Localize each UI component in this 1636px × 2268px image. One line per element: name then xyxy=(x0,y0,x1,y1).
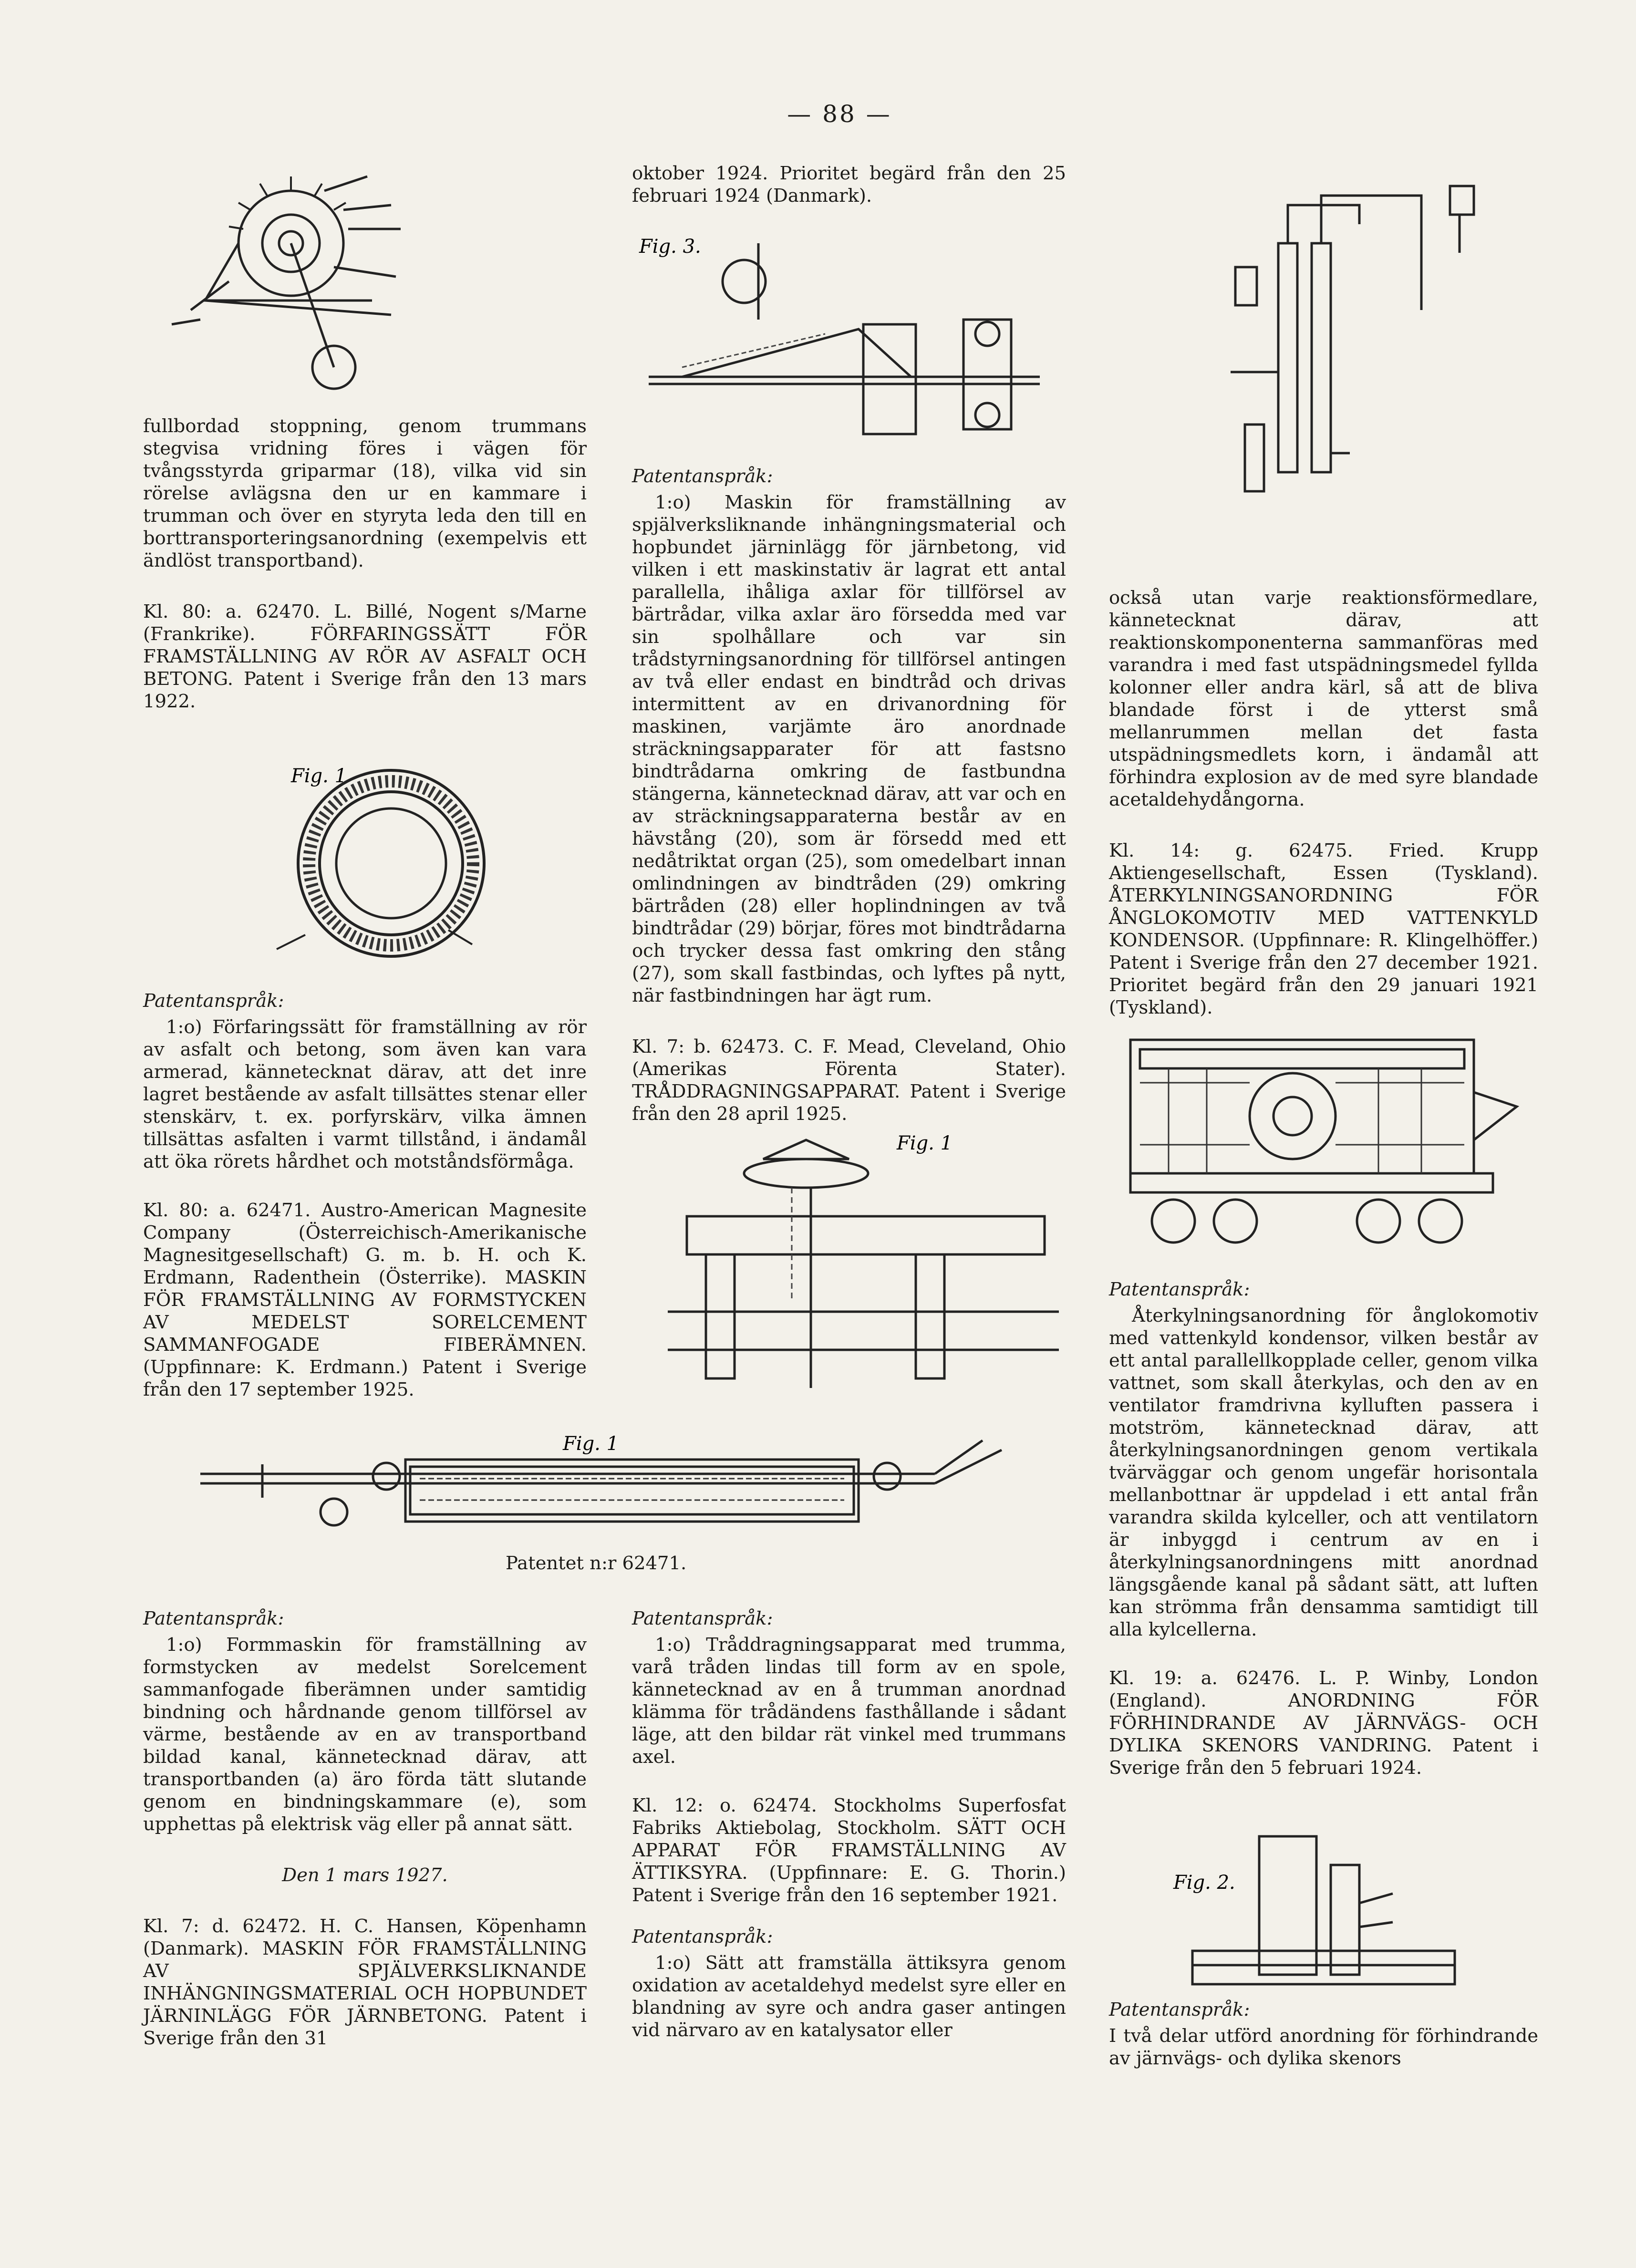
entry-62470-head: Kl. 80: a. 62470. L. Billé, Nogent s/Marne (Frankrike). FÖRFARINGSSÄTT FÖR FRAMSTÄLLNING AV RÖR AV ASFALT OCH BETONG. Patent i Sverige från den 13 mars 1922. xyxy=(143,601,587,712)
column-2b xyxy=(632,446,1066,1135)
locomotive-tender-figure xyxy=(1111,1021,1541,1259)
fig2-label: Fig. 2. xyxy=(1173,1872,1235,1894)
pipe-cross-section-figure xyxy=(248,754,515,963)
patent-claim-label-6: Patentanspråk: xyxy=(1109,1279,1250,1300)
patent-claim-label-7: Patentanspråk: xyxy=(1109,1999,1250,2020)
patent-claim-label-3: Patentanspråk: xyxy=(632,466,773,487)
entry-62472-claim: 1:o) Maskin för framställning av spjälverksliknande inhängningsmaterial och hopbundet järninlägg för järnbetong, vid vilken i ett maskinstativ är lagrat ett antal parallella, ihåliga axlar för tillförsel av bärtrådar, vilka axlar äro försedda med var sin spolhållare och var sin trådstyrningsanordning för tillförsel antingen av två eller endast en bindtråd och drivas intermittent av en drivanordning för maskinen, varjämte äro anordnade sträckningsapparater för att fastsno bindtrådarna omkring de fastbundna stängerna, kännetecknad därav, att var och en av sträckningsapparaterna består av en hävstång (20), som är försedd med ett nedåtriktat organ (25), som omedelbart innan omlindningen av bindtråden (29) omkring bärtråden (28) eller hoplindningen av två bindtrådar (29) börjar, föres mot bindtrådarna och trycker dessa fast omkring den stång (27), som skall fastbindas, och lyftes på nytt, när fastbindningen har ägt rum. xyxy=(632,492,1066,1006)
column-apparatus-figure xyxy=(1192,157,1502,577)
fig1b-label: Fig. 1 xyxy=(897,1132,953,1154)
entry-62474-head: Kl. 12: o. 62474. Stockholms Superfosfat Fabriks Aktiebolag, Stockholm. SÄTT OCH APPARAT FÖR FRAMSTÄLLNING AV ÄTTIKSYRA. (Uppfinnare: E. G. Thorin.) Patent i Sverige från den 16 september 1921. xyxy=(632,1795,1066,1906)
fig3-label: Fig. 3. xyxy=(639,236,701,258)
fig1-label: Fig. 1 xyxy=(291,765,347,787)
patent-claim-label-2: Patentanspråk: xyxy=(143,1608,284,1629)
entry-62476-claim: I två delar utförd anordning för förhindrande av järnvägs- och dylika skenors xyxy=(1109,2025,1538,2069)
entry-62474-cont: också utan varje reaktionsförmedlare, kännetecknat därav, att reaktionskomponenterna sammanföras med varandra i med fast utspädningsmedel fyllda kolonner eller andra kärl, så att de bliva blandade först i de ytterst små mellanrummen mellan det fasta utspädningsmedlets korn, i ändamål att förhindra explosion av de med syre blandade acetaldehydångorna. xyxy=(1109,587,1538,810)
patent-claim-label-5: Patentanspråk: xyxy=(632,1926,773,1947)
wire-drawing-figure xyxy=(649,1111,1068,1398)
date-line: Den 1 mars 1927. xyxy=(282,1864,448,1886)
column-2c xyxy=(632,1588,1066,2051)
column-3b xyxy=(1109,1259,1538,1789)
binding-machine-figure xyxy=(634,224,1064,448)
wide-fig-label: Fig. 1 xyxy=(563,1433,619,1455)
entry-62474-claim: 1:o) Sätt att framställa ättiksyra genom oxidation av acetaldehyd medelst syre eller en blandning av syre och andra gaser antingen vid närvaro av en katalysator eller xyxy=(632,1952,1066,2041)
entry-62470-claim: 1:o) Förfaringssätt för framställning av rör av asfalt och betong, som även kan vara armerad, kännetecknat därav, att det inre lagret bestående av asfalt tillsättes stenar eller stenskärv, t. ex. porfyrskärv, vilka ämnen tillsättas asfalten i varmt tillstånd, i ändamål att öka rörets hårdhet och motståndsförmåga. xyxy=(143,1016,587,1172)
entry-62471-claim: 1:o) Formmaskin för framställning av formstycken av medelst Sorelcement sammanfogade fiberämnen under samtidig bindning och hårdnande genom tillförsel av värme, bestående av en av transportband bildad kanal, kännetecknad därav, att transportbanden (a) äro förda tätt slutande genom en bindningskammare (e), som upphettas på elektrisk väg eller på annat sätt. xyxy=(143,1634,587,1835)
page-number: — 88 — xyxy=(787,100,892,128)
entry-62473-claim: 1:o) Tråddragningsapparat med trumma, varå tråden lindas till form av en spole, kännetecknad av en å trumman anordnad klämma för trådändens fasthållande i sådant läge, att den bildar rät vinkel med trummans axel. xyxy=(632,1634,1066,1768)
entry-62476-head: Kl. 19: a. 62476. L. P. Winby, London (England). ANORDNING FÖR FÖRHINDRANDE AV JÄRNVÄGS- OCH DYLIKA SKENORS VANDRING. Patent i Sverige från den 5 februari 1924. xyxy=(1109,1667,1538,1779)
patent-claim-label: Patentanspråk: xyxy=(143,990,284,1012)
column-2 xyxy=(632,162,1066,217)
gear-mechanism-figure xyxy=(143,157,453,410)
column-3c xyxy=(1109,1979,1538,2079)
column-1c xyxy=(143,1588,587,2059)
entry-62472-cont: oktober 1924. Prioritet begärd från den 25 februari 1924 (Danmark). xyxy=(632,163,1066,207)
entry-62471-head: Kl. 80: a. 62471. Austro-American Magnesite Company (Österreichisch-Amerikanische Magnesitgesellschaft) G. m. b. H. och K. Erdmann, Radenthein (Österrike). MASKIN FÖR FRAMSTÄLLNING AV FORMSTYCKEN AV MEDELST SORELCEMENT SAMMANFOGADE FIBERÄMNEN. (Uppfinnare: K. Erdmann.) Patent i Sverige från den 17 september 1925. xyxy=(143,1200,587,1400)
entry-62472-head: Kl. 7: d. 62472. H. C. Hansen, Köpenhamn (Danmark). MASKIN FÖR FRAMSTÄLLNING AV SPJÄLVERKSLIKNANDE INHÄNGNINGSMATERIAL OCH HOPBUNDET JÄRNINLÄGG FÖR JÄRNBETONG. Patent i Sverige från den 31 xyxy=(143,1916,587,2049)
column-3 xyxy=(1109,587,1538,1028)
entry-62475-head: Kl. 14: g. 62475. Fried. Krupp Aktiengesellschaft, Essen (Tyskland). ÅTERKYLNINGSANORDNING FÖR ÅNGLOKOMOTIV MED VATTENKYLD KONDENSOR. (Uppfinnare: R. Klingelhöffer.) Patent i Sverige från den 27 december 1921. Prioritet begärd från den 29 januari 1921 (Tyskland). xyxy=(1109,840,1538,1018)
wide-fig-caption: Patentet n:r 62471. xyxy=(506,1553,687,1574)
column-1 xyxy=(143,415,587,722)
patent-claim-label-4: Patentanspråk: xyxy=(632,1608,773,1629)
conveyor-figure xyxy=(191,1431,1040,1550)
col1-intro: fullbordad stoppning, genom trummans stegvisa vridning föres i vägen för tvångsstyrda griparmar (18), vilka vid sin rörelse avlägsna den ur en kammare i trumman och över en styryta leda den till en borttransporteringsanordning (exempelvis ett ändlöst transportband). xyxy=(143,415,587,571)
entry-62475-claim: Återkylningsanordning för ånglokomotiv med vattenkyld kondensor, vilken består av ett antal parallellkopplade celler, genom vilka vattnet, som skall återkylas, och den av en ventilator framdrivna kylluften passera i motström, kännetecknad därav, att återkylningsanordningen genom vertikala tvärväggar och genom ungefär horisontala mellanbottnar är uppdelad i ett antal från varandra skilda kylceller, och att ventilatorn är inbyggd i centrum av en i återkylningsanordningens mitt anordnad längsgående kanal på sådant sätt, att luften kan strömma från densamma samtidigt till alla kylcellerna. xyxy=(1109,1305,1538,1640)
entry-62473-head: Kl. 7: b. 62473. C. F. Mead, Cleveland, Ohio (Amerikas Förenta Stater). TRÅDDRAGNINGSAPPARAT. Patent i Sverige från den 28 april 1925. xyxy=(632,1036,1066,1125)
column-1b xyxy=(143,971,587,1410)
